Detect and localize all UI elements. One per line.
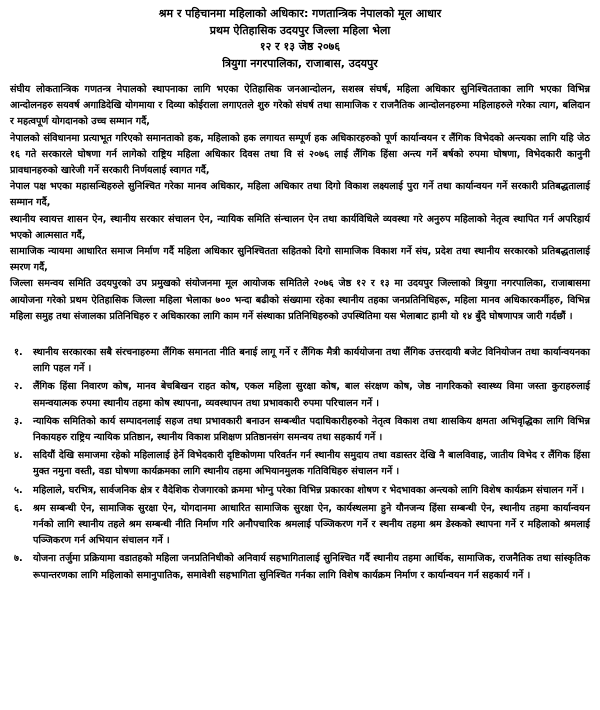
point-number: ४. — [14, 450, 23, 462]
point-text: महिलाले, घरभित्र, सार्वजनिक क्षेत्र र वैदेशिक रोजगारको क्रममा भोग्नु परेका विभिन्न प्रकारका शोषण र भेदभावका अन्त्यको लागि विशेष कार्यक्रम संचालन गर्ने । — [33, 484, 585, 496]
declaration-point — [10, 414, 590, 446]
event-venue: त्रियुगा नगरपालिका, राजाबास, उदयपुर — [222, 56, 378, 70]
declaration-point — [10, 379, 590, 411]
point-number: ५. — [14, 484, 23, 496]
declaration-point — [10, 345, 590, 377]
point-number: २. — [14, 381, 23, 393]
declaration-point — [10, 551, 590, 583]
preamble-paragraph: संघीय लोकतान्त्रिक गणतन्त्र नेपालको स्थापनाका लागि भएका ऐतिहासिक जनआन्दोलन, सशस्त्र संघर्ष, महिला अधिकार सुनिश्चितताका लागि भएका विभिन्न आन्दोलनहरु सयवर्ष अगाडिदेखि योगमाया र दिव्या कोईराला लगाएतले शुरु गरेको संघर्ष तथा सामाजिक र राजनैतिक आन्दोलनहरुमा महिलाहरुले गरेका त्याग, बलिदान र महत्वपूर्ण योगदानको उच्च सम्मान गर्दै, — [10, 84, 590, 128]
point-text: स्थानीय सरकारका सबै संरचनाहरुमा लैंगिक समानता नीति बनाई लागू गर्ने र लैंगिक मैत्री कार्ययोजना तथा लैंगिक उत्तरदायी बजेट विनियोजन तथा कार्यान्वयनका लागि पहल गर्ने । — [33, 347, 590, 375]
event-name: प्रथम ऐतिहासिक उदयपुर जिल्ला महिला भेला — [209, 23, 391, 37]
preamble-paragraph: स्थानीय स्वायत्त शासन ऐन, स्थानीय सरकार संचालन ऐन, न्यायिक समिति संन्चालन ऐन तथा कार्यविधिले व्यवस्था गरे अनुरुप महिलाको नेतृत्व स्थापित गर्न अपरिहार्य भएको आत्मसात गर्दै, — [10, 213, 590, 241]
preamble — [10, 82, 590, 325]
point-number: ७. — [14, 553, 23, 565]
preamble-paragraph: जिल्ला समन्वय समिति उदयपुरको उप प्रमुखको संयोजनमा मूल आयोजक समितिले २०७६ जेष्ठ १२ र १३ मा उदयपुर जिल्लाको त्रियुगा नगरपालिका, राजाबासमा आयोजना गरेको प्रथम ऐतिहासिक जिल्ला महिला भेलाका ७०० भन्दा बढीको संख्यामा रहेका स्थानीय तहका जनप्रतिनिधिहरू, महिला मानव अधिकारकर्मीहरु, विभिन्न महिला समुह तथा संजालका प्रतिनिधिहरु र अधिकारका लागि काम गर्ने संस्थाका प्रतिनिधिहरुको उपस्थितिमा यस भेलाबाट हामी यो १४ बुँदे घोषणापत्र जारी गर्दछौं । — [10, 278, 590, 322]
document-title: श्रम र पहिचानमा महिलाको अधिकार: गणतान्त्रिक नेपालको मूल आधार — [158, 7, 442, 20]
point-number: १. — [14, 347, 23, 359]
declaration-point — [10, 483, 590, 499]
point-text: सदियौं देखि समाजमा रहेको महिलालाई हेर्ने विभेदकारी दृष्टिकोणमा परिवर्तन गर्न स्थानीय समुदाय तथा वडास्तर देखि नै बालविवाह, जातीय विभेद र लैंगिक हिंसा मुक्त नमुना वस्ती, वडा घोषणा कार्यक्रमका लागि स्थानीय तहमा अभियानमुलक गतिविधिहरु संचालन गर्ने । — [33, 450, 590, 478]
point-text: लैंगिक हिंसा निवारण कोष, मानव बेचबिखन राहत कोष, एकल महिला सुरक्षा कोष, बाल संरक्षण कोष, जेष्ठ नागरिकको स्वास्थ्य विमा जस्ता कुराहरुलाई समन्वयात्मक रुपमा स्थानीय तहमा कोष स्थापना, व्यवस्थापन तथा प्रभावकारी रुपमा परिचालन गर्ने । — [33, 381, 590, 409]
preamble-paragraph: सामाजिक न्यायमा आधारित समाज निर्माण गर्दै महिला अधिकार सुनिश्चितता सहितको दिगो सामाजिक विकाश गर्ने संघ, प्रदेश तथा स्थानीय सरकारको प्रतिबद्धतालाई स्मरण गर्दै, — [10, 246, 590, 274]
point-text: श्रम सम्बन्धी ऐन, सामाजिक सुरक्षा ऐन, योगदानमा आधारित सामाजिक सुरक्षा ऐन, कार्यस्थलमा हुने यौनजन्य हिंसा सम्बन्धी ऐन, स्थानीय तहमा कार्यान्वयन गर्नको लागि स्थानीय तहले श्रम सम्बन्धी नीति निर्माण गरि अनौपचारिक श्रमलाई पञ्जिकरण गर्ने र स्थनीय तहमा श्रम डेस्कको स्थापना गर्ने र महिलाको श्रमलाई पञ्जिकरण गर्न अभियान संचालन गर्ने । — [33, 502, 590, 547]
point-text: योजना तर्जुमा प्रक्रियामा वडातहको महिला जनप्रतिनिधीको अनिवार्य सहभागितालाई सुनिश्चित गर्दै स्थानीय तहमा आर्थिक, सामाजिक, राजनैतिक तथा सांस्कृतिक रूपान्तरणका लागि महिलाको समानुपातिक, समावेशी सहभागिता सुनिश्चित गर्नका लागि विशेष कार्यक्रम निर्माण र कार्यान्वयन गर्न सहकार्य गर्ने । — [33, 553, 590, 581]
preamble-paragraph: नेपालको संविधानमा प्रत्याभूत गरिएको समानताको हक, महिलाको हक लगायत सम्पूर्ण हक अधिकारहरुको पूर्ण कार्यान्वयन र लैंगिक विभेदको अन्त्यका लागि यहि जेठ १६ गते सरकारले घोषणा गर्न लागेको राष्ट्रिय महिला अधिकार दिवस तथा वि सं २०७६ लाई लैंगिक हिंसा अन्त्य गर्ने बर्षको रुपमा घोषणा, विभेदकारी कानुनी प्रावधानहरुको खारेजी गर्ने सरकारी निर्णयलाई स्वागत गर्दै, — [10, 132, 590, 177]
event-date: १२ र १३ जेष्ठ २०७६ — [259, 40, 341, 53]
point-number: ३. — [14, 415, 23, 427]
declaration-point — [10, 501, 590, 550]
declaration-points — [10, 345, 590, 584]
declaration-point — [10, 448, 590, 480]
point-number: ६. — [14, 502, 23, 514]
point-text: न्यायिक समितिको कार्य सम्पादनलाई सहज तथा प्रभावकारी बनाउन सम्बन्धीत पदाधिकारीहरुको नेतृत्व विकाश तथा शासकिय क्षमता अभिवृद्धिका लागि विभिन्न निकायहरु राष्ट्रिय न्यायिक प्रतिष्ठान, स्थानीय विकाश प्रशिक्षण प्रतिष्ठानसंग समन्वय तथा सहकार्य गर्ने । — [33, 415, 590, 444]
document-header — [10, 6, 590, 72]
preamble-paragraph: नेपाल पक्ष भएका महासन्धिहरुले सुनिश्चित गरेका मानव अधिकार, महिला अधिकार तथा दिगो विकाश लक्ष्यलाई पुरा गर्ने तथा कार्यान्वयन गर्ने सरकारी प्रतिबद्धतालाई सम्मान गर्दै, — [10, 181, 590, 209]
